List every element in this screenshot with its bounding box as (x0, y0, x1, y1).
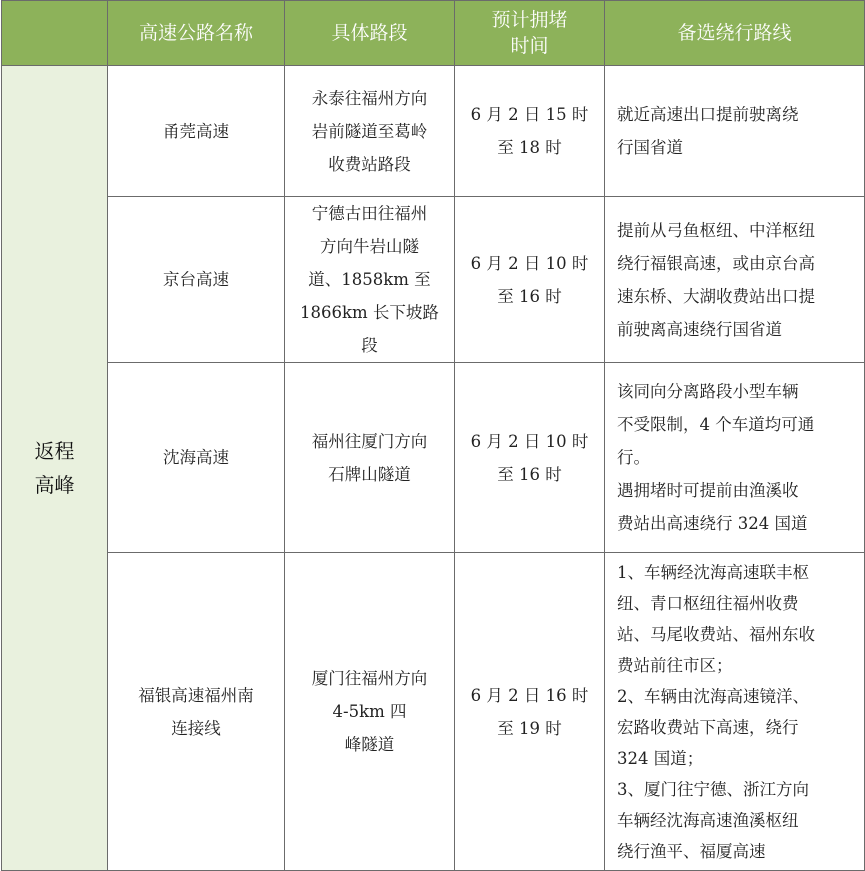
alt-line: 行国省道 (617, 138, 683, 157)
segment-line: 石牌山隧道 (328, 464, 411, 484)
time-line: 6 月 2 日 10 时 (470, 431, 589, 451)
header-highway-name: 高速公路名称 (108, 1, 285, 66)
header-time-line: 时间 (510, 35, 549, 57)
time-line: 至 16 时 (497, 286, 562, 306)
alt-line: 324 国道； (617, 748, 704, 768)
alt-line: 纽、青口枢纽往福州收费 (617, 593, 799, 613)
segment-line: 永泰往福州方向 (311, 88, 428, 108)
road-segment (285, 363, 455, 553)
segment-line: 宁德古田往福州 (311, 204, 428, 223)
segment-line: 方向牛岩山隧 (320, 237, 419, 256)
alt-line: 前驶离高速绕行国省道 (617, 319, 782, 339)
alt-line: 速东桥、大湖收费站出口提 (617, 286, 815, 306)
segment-line: 收费站路段 (328, 154, 411, 174)
name-line: 福银高速福州南 (138, 685, 254, 705)
alt-line: 费站前往市区； (617, 655, 733, 675)
alt-line: 2、车辆由沈海高速镜洋、 (617, 686, 809, 706)
alt-line: 1、车辆经沈海高速联丰枢 (617, 562, 809, 582)
table-row (2, 66, 865, 197)
road-segment (285, 66, 455, 197)
congestion-time (455, 363, 605, 553)
time-line: 至 19 时 (497, 718, 562, 738)
alt-line: 该同向分离路段小型车辆 (617, 382, 799, 401)
alt-line: 就近高速出口提前驶离绕 (617, 105, 799, 124)
highway-name: 沈海高速 (108, 363, 285, 553)
alt-line: 行。 (617, 448, 650, 467)
road-segment (285, 197, 455, 363)
header-blank (2, 1, 108, 66)
alt-line: 绕行福银高速，或由京台高 (617, 253, 815, 273)
table-row (2, 363, 865, 553)
segment-line: 厦门往福州方向 (311, 669, 428, 688)
alt-line: 不受限制，4 个车道均可通 (617, 415, 815, 434)
time-line: 至 16 时 (497, 464, 562, 484)
header-row (2, 1, 865, 66)
segment-line: 道、1858km 至 (308, 270, 431, 289)
time-line: 6 月 2 日 16 时 (470, 685, 589, 705)
road-segment (285, 553, 455, 871)
name-line: 连接线 (171, 718, 221, 738)
header-alternate-route: 备选绕行路线 (605, 1, 865, 66)
alt-line: 绕行渔平、福厦高速 (617, 841, 766, 861)
segment-line: 1866km 长下坡路 (300, 303, 439, 322)
table-row (2, 197, 865, 363)
alt-line: 站、马尾收费站、福州东收 (617, 624, 815, 644)
alternate-route (605, 363, 865, 553)
time-line: 6 月 2 日 15 时 (470, 105, 589, 124)
congestion-time (455, 66, 605, 197)
section-label-line: 返程 (34, 439, 75, 463)
congestion-time (455, 197, 605, 363)
segment-line: 岩前隧道至葛岭 (311, 121, 428, 141)
alt-line: 车辆经沈海高速渔溪枢纽 (617, 810, 799, 830)
highway-name: 京台高速 (108, 197, 285, 363)
header-segment: 具体路段 (285, 1, 455, 66)
alternate-route (605, 66, 865, 197)
segment-line: 福州往厦门方向 (311, 431, 428, 451)
segment-line: 段 (361, 336, 378, 355)
section-label (2, 66, 108, 871)
table-row (2, 553, 865, 871)
time-line: 至 18 时 (497, 138, 562, 157)
alt-line: 宏路收费站下高速，绕行 (617, 717, 799, 737)
congestion-time (455, 553, 605, 871)
time-line: 6 月 2 日 10 时 (470, 253, 589, 273)
highway-name: 甬莞高速 (108, 66, 285, 197)
segment-line: 4-5km 四 (332, 702, 407, 721)
alt-line: 遇拥堵时可提前由渔溪收 (617, 481, 799, 500)
alt-line: 费站出高速绕行 324 国道 (617, 514, 808, 533)
congestion-table (1, 0, 865, 871)
alt-line: 提前从弓鱼枢纽、中洋枢纽 (617, 220, 815, 240)
alternate-route (605, 197, 865, 363)
alternate-route (605, 553, 865, 871)
highway-name (108, 553, 285, 871)
header-time-line: 预计拥堵 (491, 9, 568, 31)
segment-line: 峰隧道 (344, 735, 395, 754)
alt-line: 3、厦门往宁德、浙江方向 (617, 779, 809, 799)
section-label-line: 高峰 (34, 473, 75, 497)
header-congestion-time (455, 1, 605, 66)
